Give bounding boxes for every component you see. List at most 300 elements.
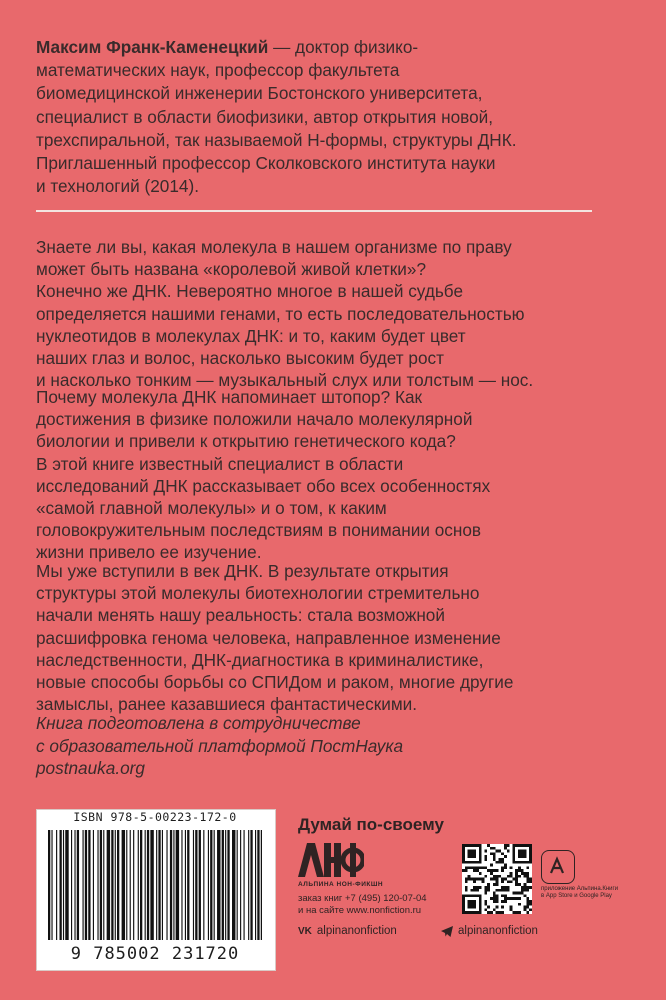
vk-icon: VK [298, 925, 312, 937]
qr-module [493, 855, 496, 858]
qr-module [473, 900, 476, 903]
qr-module [496, 875, 499, 878]
qr-module [501, 878, 504, 881]
qr-module [479, 903, 482, 906]
barcode-bar [187, 830, 189, 940]
qr-module [462, 858, 465, 861]
partnership-note [36, 712, 636, 780]
barcode-bar [261, 830, 262, 940]
qr-module [496, 883, 499, 886]
barcode-bar [232, 830, 235, 940]
qr-module [510, 866, 513, 869]
barcode-bar [222, 830, 224, 940]
qr-module [512, 847, 515, 850]
qr-module [501, 852, 504, 855]
qr-module [501, 858, 504, 861]
text-line: «самой главной молекулы» и о том, к каким [36, 498, 387, 519]
text-line: определяется нашими генами, то есть последовательностью [36, 303, 525, 324]
qr-module [473, 903, 476, 906]
qr-module [512, 878, 515, 881]
qr-module [524, 875, 527, 878]
barcode-bar [257, 830, 259, 940]
qr-module [518, 852, 521, 855]
barcode-bar [210, 830, 212, 940]
qr-module [515, 861, 518, 864]
text-line: Мы уже вступили в век ДНК. В результате открытия [36, 561, 449, 581]
qr-module [484, 855, 487, 858]
qr-module [507, 886, 510, 889]
qr-module [521, 892, 524, 895]
qr-module [468, 911, 471, 914]
barcode-bar [138, 830, 139, 940]
publisher-name: АЛЬПИНА НОН-ФИКШН [298, 881, 384, 888]
qr-module [473, 855, 476, 858]
text-line: Почему молекула ДНК напоминает штопор? Как [36, 387, 423, 407]
qr-module [518, 844, 521, 847]
qr-module [529, 858, 532, 861]
qr-module [504, 847, 507, 850]
qr-module [504, 864, 507, 867]
qr-module [493, 852, 496, 855]
qr-module [476, 911, 479, 914]
text-line: Конечно же ДНК. Невероятно многое в нашей судьбе [36, 281, 464, 302]
qr-module [468, 850, 471, 853]
barcode-bar [100, 830, 102, 940]
qr-module [504, 855, 507, 858]
qr-module [479, 850, 482, 853]
barcode-bar [158, 830, 160, 940]
barcode-bar [162, 830, 163, 940]
qr-module [462, 852, 465, 855]
qr-module [529, 850, 532, 853]
qr-module [526, 880, 529, 883]
qr-module [462, 906, 465, 909]
barcode-bar [77, 830, 79, 940]
text-line: наших глаз и волос, насколько высоким будет рост [36, 348, 445, 369]
qr-module [501, 861, 504, 864]
barcode-bar [145, 830, 146, 940]
qr-module [487, 844, 490, 847]
barcode-bar [240, 830, 241, 940]
qr-module [518, 903, 521, 906]
barcode-bar [85, 830, 87, 940]
qr-module [462, 847, 465, 850]
qr-module [465, 878, 468, 881]
barcode-bar [130, 830, 131, 940]
qr-module [526, 866, 529, 869]
barcode-bar [150, 830, 153, 940]
qr-module [479, 894, 482, 897]
qr-module [518, 866, 521, 869]
qr-module [524, 886, 527, 889]
qr-module [482, 866, 485, 869]
qr-module [496, 900, 499, 903]
qr-module [465, 886, 468, 889]
text-line: исследований ДНК рассказывает обо всех особенностях [36, 475, 491, 496]
qr-module [487, 886, 490, 889]
qr-module [518, 855, 521, 858]
qr-module [529, 903, 532, 906]
author-bio [36, 36, 636, 198]
qr-module [462, 894, 465, 897]
qr-module [526, 897, 529, 900]
qr-module [504, 889, 507, 892]
qr-module [484, 892, 487, 895]
qr-module [470, 852, 473, 855]
qr-module [479, 897, 482, 900]
qr-module [515, 872, 518, 875]
qr-module [487, 889, 490, 892]
qr-module [526, 878, 529, 881]
barcode-bar [255, 830, 256, 940]
qr-module [498, 911, 501, 914]
qr-module [479, 855, 482, 858]
qr-module [476, 861, 479, 864]
qr-module [476, 869, 479, 872]
qr-module [496, 850, 499, 853]
description-paragraph-1 [36, 236, 636, 391]
qr-module [487, 906, 490, 909]
qr-module [496, 880, 499, 883]
qr-module [498, 889, 501, 892]
qr-module [468, 903, 471, 906]
qr-module [521, 855, 524, 858]
qr-module [470, 903, 473, 906]
qr-module [468, 861, 471, 864]
qr-module [504, 894, 507, 897]
qr-module [496, 894, 499, 897]
qr-module [512, 897, 515, 900]
qr-module [512, 911, 515, 914]
qr-module [526, 900, 529, 903]
qr-module [521, 869, 524, 872]
author-bio-line: биомедицинской инженерии Бостонского университета, [36, 83, 483, 104]
barcode-bar [195, 830, 197, 940]
qr-module [515, 844, 518, 847]
qr-module [465, 869, 468, 872]
barcode-bar [115, 830, 116, 940]
qr-module [501, 869, 504, 872]
barcode-bar [117, 830, 119, 940]
qr-module [468, 878, 471, 881]
barcode-bar [176, 830, 179, 940]
qr-module [496, 861, 499, 864]
qr-module [518, 850, 521, 853]
qr-module [482, 878, 485, 881]
qr-module [493, 858, 496, 861]
barcode-bar [250, 830, 252, 940]
barcode-bar [93, 830, 94, 940]
barcode-bar [122, 830, 125, 940]
barcode-bar [63, 830, 64, 940]
qr-module [515, 880, 518, 883]
qr-module [479, 858, 482, 861]
barcode-bar [156, 830, 157, 940]
qr-module [501, 911, 504, 914]
qr-module [526, 886, 529, 889]
qr-module [501, 900, 504, 903]
divider [36, 210, 592, 212]
qr-module [496, 897, 499, 900]
qr-module [510, 897, 513, 900]
qr-module [484, 886, 487, 889]
qr-module [490, 872, 493, 875]
qr-module [518, 892, 521, 895]
qr-module [526, 861, 529, 864]
qr-module [512, 852, 515, 855]
barcode-digits: 9 785002 231720 [70, 944, 240, 964]
qr-module [479, 900, 482, 903]
qr-module [526, 875, 529, 878]
qr-module [473, 911, 476, 914]
qr-module [479, 878, 482, 881]
qr-module [507, 850, 510, 853]
qr-module [465, 861, 468, 864]
qr-module [504, 866, 507, 869]
barcode-bar [225, 830, 226, 940]
author-bio-line: — доктор физико- [268, 37, 419, 57]
qr-module [510, 875, 513, 878]
isbn-text: ISBN 978-5-00223-172-0 [73, 810, 237, 824]
qr-module [529, 908, 532, 911]
qr-module [470, 855, 473, 858]
barcode-bar [214, 830, 215, 940]
qr-module [518, 869, 521, 872]
qr-module [493, 908, 496, 911]
telegram-link [441, 925, 538, 937]
qr-module [490, 864, 493, 867]
text-line: замыслы, ранее казавшиеся фантастическими. [36, 694, 418, 715]
qr-module [462, 900, 465, 903]
qr-module [515, 897, 518, 900]
qr-module [493, 875, 496, 878]
qr-module [515, 878, 518, 881]
barcode-bar [173, 830, 174, 940]
text-line: нуклеотидов в молекулах ДНК: и то, каким будет цвет [36, 325, 466, 346]
qr-module [462, 844, 465, 847]
qr-module [507, 889, 510, 892]
qr-module [515, 883, 518, 886]
barcode-bar [140, 830, 142, 940]
qr-module [476, 878, 479, 881]
vk-link [298, 925, 397, 937]
qr-module [473, 880, 476, 883]
qr-module [510, 906, 513, 909]
barcode-bar [111, 830, 113, 940]
text-line: начали менять нашу реальность: стала возможной [36, 605, 445, 626]
qr-module [470, 894, 473, 897]
barcode-bar [107, 830, 110, 940]
qr-module [524, 852, 527, 855]
text-line: с образовательной платформой ПостНаука [36, 735, 404, 756]
qr-module [518, 897, 521, 900]
qr-module [476, 844, 479, 847]
telegram-handle: alpinanonfiction [458, 925, 538, 937]
qr-module [512, 858, 515, 861]
qr-module [526, 906, 529, 909]
text-line: структуры этой молекулы биотехнологии стремительно [36, 583, 480, 604]
qr-module [507, 844, 510, 847]
qr-module [518, 861, 521, 864]
qr-module [524, 844, 527, 847]
qr-module [493, 897, 496, 900]
qr-module [493, 883, 496, 886]
qr-module [487, 869, 490, 872]
text-line: новые способы борьбы со СПИДом и раком, многие другие [36, 672, 514, 693]
text-line: и насколько тонким — музыкальный слух или толстым — нос. [36, 370, 534, 391]
qr-module [462, 897, 465, 900]
text-line: расшифровка генома человека, направленное изменение [36, 627, 501, 648]
text-line: достижения в физике положили начало молекулярной [36, 409, 473, 430]
author-bio-line: трехспиральной, так называемой Н-формы, структуры ДНК. [36, 129, 517, 150]
publisher-slogan: Думай по-своему [298, 815, 444, 834]
barcode-bar [199, 830, 201, 940]
qr-module [524, 861, 527, 864]
qr-module [515, 892, 518, 895]
qr-module [501, 886, 504, 889]
qr-module [487, 911, 490, 914]
barcode-bar [103, 830, 104, 940]
qr-module [484, 900, 487, 903]
qr-module [526, 872, 529, 875]
qr-module [468, 866, 471, 869]
barcode-bar [170, 830, 172, 940]
qr-module [484, 866, 487, 869]
qr-module [484, 903, 487, 906]
qr-module [468, 906, 471, 909]
text-line: наследственности, ДНК-диагностика в криминалистике, [36, 649, 484, 670]
vk-handle: alpinanonfiction [316, 925, 397, 937]
qr-module [468, 855, 471, 858]
qr-module [526, 903, 529, 906]
qr-module [468, 844, 471, 847]
qr-module [512, 855, 515, 858]
qr-module [493, 900, 496, 903]
alpina-app-icon [541, 850, 575, 884]
barcode-bar [208, 830, 209, 940]
qr-module [479, 844, 482, 847]
qr-module [490, 869, 493, 872]
barcode-bar [227, 830, 229, 940]
text-line: жизни привело ее изучение. [36, 542, 262, 563]
order-phone: заказ книг +7 (495) 120-07-04 [298, 893, 427, 904]
qr-module [465, 911, 468, 914]
qr-module [501, 894, 504, 897]
barcode-bar [185, 830, 186, 940]
qr-module [465, 894, 468, 897]
qr-module [526, 911, 529, 914]
qr-module [473, 852, 476, 855]
qr-module [521, 850, 524, 853]
postnauka-link: postnauka.org [36, 758, 145, 779]
qr-module [493, 869, 496, 872]
qr-module [482, 880, 485, 883]
qr-module [524, 850, 527, 853]
qr-module [529, 852, 532, 855]
qr-module [496, 911, 499, 914]
qr-module [524, 855, 527, 858]
description-paragraph-3 [36, 560, 636, 715]
qr-module [496, 869, 499, 872]
qr-module [484, 858, 487, 861]
barcode-bar [71, 830, 72, 940]
qr-module [510, 908, 513, 911]
qr-module [524, 889, 527, 892]
qr-module [521, 889, 524, 892]
qr-module [468, 894, 471, 897]
qr-module [529, 886, 532, 889]
qr-module [465, 844, 468, 847]
qr-module [462, 869, 465, 872]
telegram-icon [441, 926, 453, 937]
qr-module [529, 900, 532, 903]
qr-module [498, 858, 501, 861]
author-bio-line: Приглашенный профессор Сколковского института науки [36, 153, 496, 174]
qr-module [473, 894, 476, 897]
qr-module [484, 889, 487, 892]
barcode-bar [83, 830, 84, 940]
barcode-bar [203, 830, 204, 940]
qr-module [476, 866, 479, 869]
qr-module [493, 847, 496, 850]
qr-module [496, 878, 499, 881]
qr-module [473, 869, 476, 872]
barcode-bar [244, 830, 245, 940]
qr-module [518, 875, 521, 878]
qr-module [470, 911, 473, 914]
barcode-bar [65, 830, 68, 940]
barcode-bar [56, 830, 57, 940]
qr-module [462, 911, 465, 914]
qr-module [521, 872, 524, 875]
app-promo-text: приложение Альпина.Книги в App Store и Google Play [541, 886, 619, 899]
qr-module [470, 861, 473, 864]
qr-module [479, 847, 482, 850]
qr-module [512, 844, 515, 847]
qr-module [473, 906, 476, 909]
qr-module [529, 855, 532, 858]
qr-module [521, 852, 524, 855]
qr-module [490, 878, 493, 881]
qr-module [473, 850, 476, 853]
qr-module [462, 855, 465, 858]
barcode-bar [237, 830, 238, 940]
text-line: Книга подготовлена в сотрудничестве [36, 713, 361, 733]
barcode-bar [60, 830, 62, 940]
qr-module [462, 861, 465, 864]
qr-module [468, 900, 471, 903]
qr-module [479, 906, 482, 909]
qr-module [515, 875, 518, 878]
qr-module [524, 883, 527, 886]
author-bio-line: математических наук, профессор факультета [36, 60, 400, 81]
qr-module [493, 878, 496, 881]
qr-module [470, 866, 473, 869]
qr-module [473, 878, 476, 881]
qr-module [465, 889, 468, 892]
qr-module [501, 889, 504, 892]
qr-module [512, 892, 515, 895]
qr-module [510, 880, 513, 883]
qr-module [490, 852, 493, 855]
qr-module [507, 880, 510, 883]
qr-module [473, 886, 476, 889]
qr-module [504, 844, 507, 847]
barcode-bars [48, 830, 262, 940]
qr-module [470, 878, 473, 881]
qr-module [501, 906, 504, 909]
qr-module [524, 906, 527, 909]
